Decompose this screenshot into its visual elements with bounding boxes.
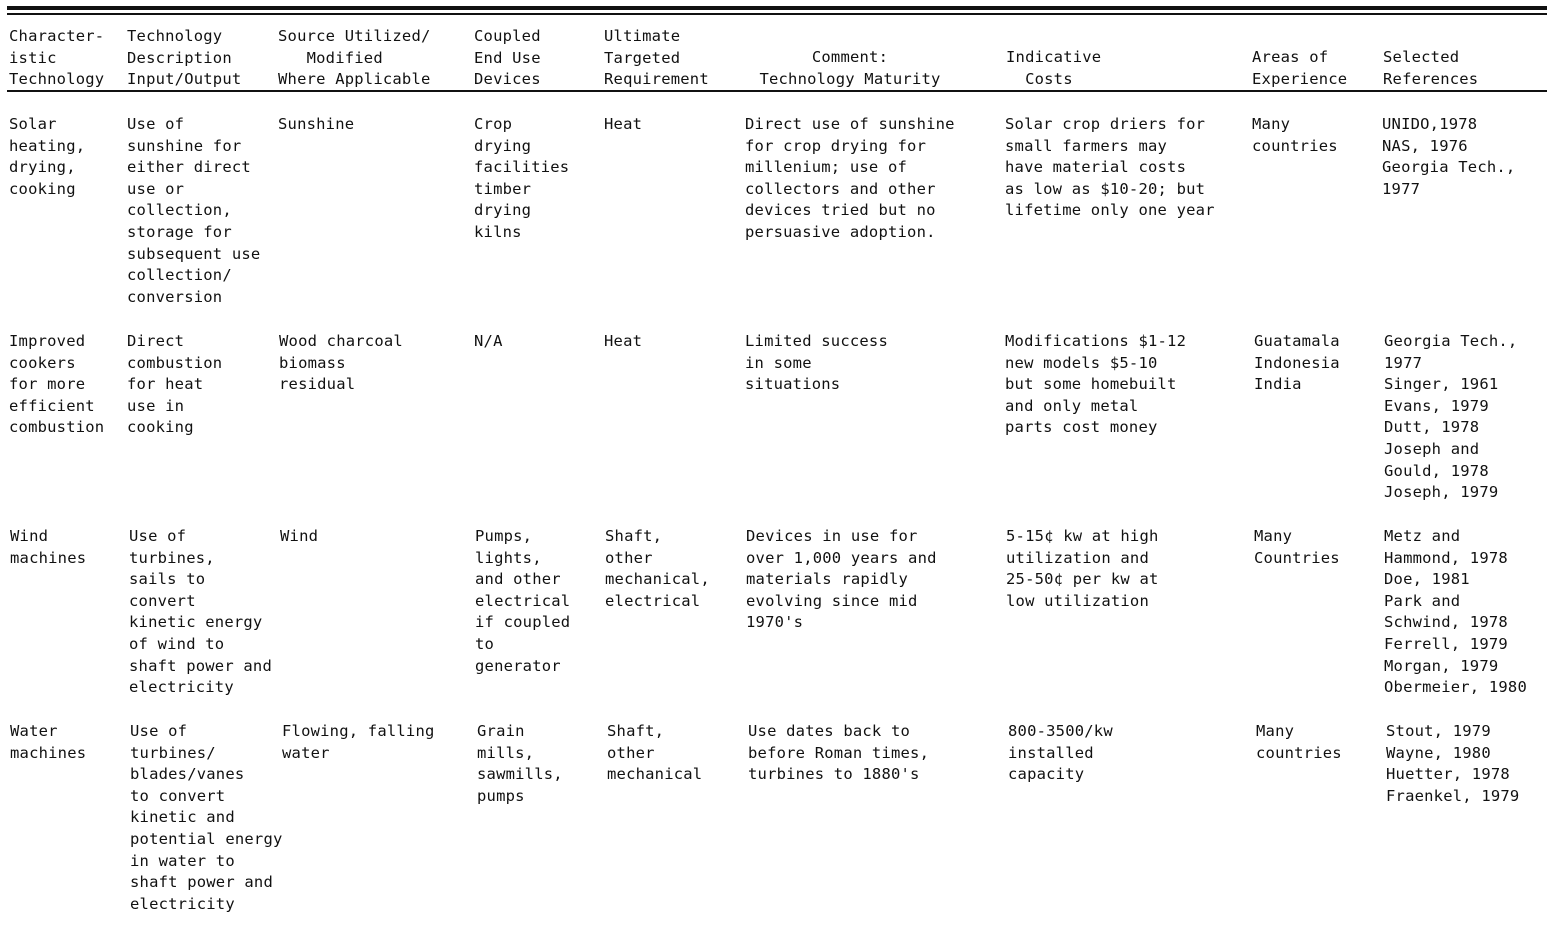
row-water-comment: Use dates back to before Roman times, turbines to 1880's (748, 722, 930, 784)
row-solar-technology: Solar heating, drying, cooking (9, 115, 86, 198)
row-solar-costs: Solar crop driers for small farmers may have material costs as low as $10-20; but lifetime only one year (1005, 115, 1215, 220)
header-comment-technology-maturity: Comment: Technology Maturity (759, 48, 941, 88)
row-solar-requirement: Heat (604, 115, 643, 133)
row-cookers-devices: N/A (474, 332, 503, 350)
row-wind-areas: Many Countries (1254, 527, 1340, 567)
row-solar-areas: Many countries (1252, 115, 1338, 155)
row-water-description: Use of turbines/ blades/vanes to convert kinetic and potential energy in water to shaft power and electricity (130, 722, 283, 913)
row-water-costs: 800-3500/kw installed capacity (1008, 722, 1113, 784)
row-cookers-areas: Guatamala Indonesia India (1254, 332, 1340, 394)
row-water-areas: Many countries (1256, 722, 1342, 762)
row-wind-devices: Pumps, lights, and other electrical if coupled to generator (475, 527, 571, 675)
row-water-source: Flowing, falling water (282, 722, 435, 762)
row-water-devices: Grain mills, sawmills, pumps (477, 722, 563, 805)
row-cookers-source: Wood charcoal biomass residual (279, 332, 403, 394)
header-selected-references: Selected References (1383, 48, 1479, 88)
row-cookers-costs: Modifications $1-12 new models $5-10 but some homebuilt and only metal parts cost money (1005, 332, 1187, 437)
header-coupled-end-use-devices: Coupled End Use Devices (474, 27, 541, 89)
header-technology-description: Technology Description Input/Output (127, 27, 242, 89)
row-water-references: Stout, 1979 Wayne, 1980 Huetter, 1978 Fraenkel, 1979 (1386, 722, 1520, 805)
header-areas-of-experience: Areas of Experience (1252, 48, 1348, 88)
row-solar-description: Use of sunshine for either direct use or collection, storage for subsequent use collection/ conversion (127, 115, 261, 306)
row-wind-technology: Wind machines (10, 527, 87, 567)
row-solar-source: Sunshine (278, 115, 355, 133)
row-water-requirement: Shaft, other mechanical (607, 722, 703, 784)
row-wind-source: Wind (280, 527, 319, 545)
row-solar-devices: Crop drying facilities timber drying kilns (474, 115, 570, 241)
header-indicative-costs: Indicative Costs (1006, 48, 1102, 88)
row-cookers-references: Georgia Tech., 1977 Singer, 1961 Evans, 1979 Dutt, 1978 Joseph and Gould, 1978 Joseph, 1979 (1384, 332, 1518, 502)
row-wind-requirement: Shaft, other mechanical, electrical (605, 527, 710, 610)
top-rule (7, 6, 1547, 10)
row-wind-comment: Devices in use for over 1,000 years and materials rapidly evolving since mid 1970's (746, 527, 937, 632)
top-rule-thin (7, 13, 1547, 15)
row-wind-costs: 5-15¢ kw at high utilization and 25-50¢ per kw at low utilization (1006, 527, 1159, 610)
row-wind-references: Metz and Hammond, 1978 Doe, 1981 Park and Schwind, 1978 Ferrell, 1979 Morgan, 1979 Obermeier, 1980 (1384, 527, 1527, 697)
header-source-utilized: Source Utilized/ Modified Where Applicable (278, 27, 431, 89)
header-characteristic-technology: Character- istic Technology (9, 27, 105, 89)
row-wind-description: Use of turbines, sails to convert kinetic energy of wind to shaft power and electricity (129, 527, 272, 697)
row-cookers-comment: Limited success in some situations (745, 332, 888, 394)
row-water-technology: Water machines (10, 722, 87, 762)
header-ultimate-targeted-requirement: Ultimate Targeted Requirement (604, 27, 709, 89)
row-cookers-description: Direct combustion for heat use in cooking (127, 332, 223, 437)
header-rule (7, 90, 1547, 92)
row-cookers-requirement: Heat (604, 332, 643, 350)
row-solar-references: UNIDO,1978 NAS, 1976 Georgia Tech., 1977 (1382, 115, 1516, 198)
row-cookers-technology: Improved cookers for more efficient combustion (9, 332, 105, 437)
row-solar-comment: Direct use of sunshine for crop drying for millenium; use of collectors and other devices tried but no persuasive adoption. (745, 115, 955, 241)
